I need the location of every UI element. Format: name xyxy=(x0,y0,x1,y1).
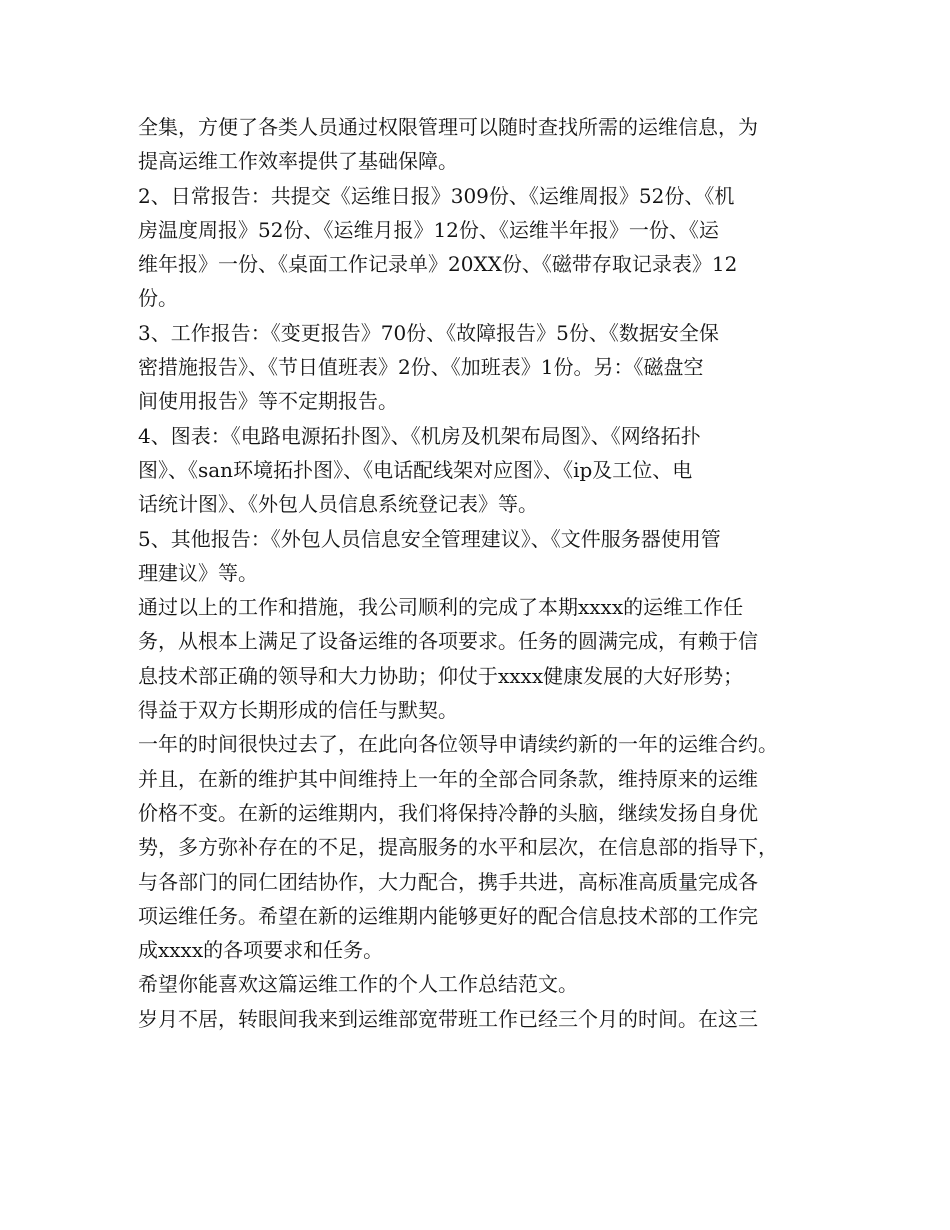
text-line: 间使用报告》等不定期报告。 xyxy=(138,389,398,414)
text-line: 维年报》一份、《桌面工作记录单》20XX份、《磁带存取记录表》12 xyxy=(138,252,738,277)
text-line: 密措施报告》、《节日值班表》2份、《加班表》1份。另：《磁盘空 xyxy=(138,355,704,380)
text-line: 务，从根本上满足了设备运维的各项要求。任务的圆满完成，有赖于信 xyxy=(138,629,758,654)
text-line: 一年的时间很快过去了，在此向各位领导申请续约新的一年的运维合约。 xyxy=(138,732,778,757)
text-line: 并且，在新的维护其中间维持上一年的全部合同条款，维持原来的运维 xyxy=(138,766,758,791)
text-line: 提高运维工作效率提供了基础保障。 xyxy=(138,149,458,174)
document-body xyxy=(138,110,818,1036)
text-line: 图》、《san环境拓扑图》、《电话配线架对应图》、《ip及工位、电 xyxy=(138,457,693,482)
text-line: 3、工作报告：《变更报告》70份、《故障报告》5份、《数据安全保 xyxy=(138,320,719,345)
text-line: 理建议》等。 xyxy=(138,560,258,585)
text-line: 2、日常报告：共提交《运维日报》309份、《运维周报》52份、《机 xyxy=(138,183,735,208)
text-line: 全集，方便了各类人员通过权限管理可以随时查找所需的运维信息，为 xyxy=(138,115,758,139)
text-line: 势，多方弥补存在的不足，提高服务的水平和层次，在信息部的指导下， xyxy=(138,835,778,860)
text-line: 项运维任务。希望在新的运维期内能够更好的配合信息技术部的工作完 xyxy=(138,903,758,928)
text-line: 话统计图》、《外包人员信息系统登记表》等。 xyxy=(138,492,538,517)
text-line: 成xxxx的各项要求和任务。 xyxy=(138,938,384,963)
text-line: 4、图表：《电路电源拓扑图》、《机房及机架布局图》、《网络拓扑 xyxy=(138,423,701,448)
text-line: 房温度周报》52份、《运维月报》12份、《运维半年报》一份、《运 xyxy=(138,217,719,242)
text-line: 通过以上的工作和措施，我公司顺利的完成了本期xxxx的运维工作任 xyxy=(138,595,744,620)
text-line: 希望你能喜欢这篇运维工作的个人工作总结范文。 xyxy=(138,972,578,997)
text-line: 份。 xyxy=(138,286,178,311)
text-line: 价格不变。在新的运维期内，我们将保持冷静的头脑，继续发扬自身优 xyxy=(138,800,758,825)
text-line: 与各部门的同仁团结协作，大力配合，携手共进，高标准高质量完成各 xyxy=(138,869,758,894)
text-line: 5、其他报告：《外包人员信息安全管理建议》、《文件服务器使用管 xyxy=(138,526,721,551)
text-line: 岁月不居，转眼间我来到运维部宽带班工作已经三个月的时间。在这三 xyxy=(138,1006,758,1031)
text-line: 得益于双方长期形成的信任与默契。 xyxy=(138,698,458,723)
text-line: 息技术部正确的领导和大力协助；仰仗于xxxx健康发展的大好形势； xyxy=(138,663,744,688)
